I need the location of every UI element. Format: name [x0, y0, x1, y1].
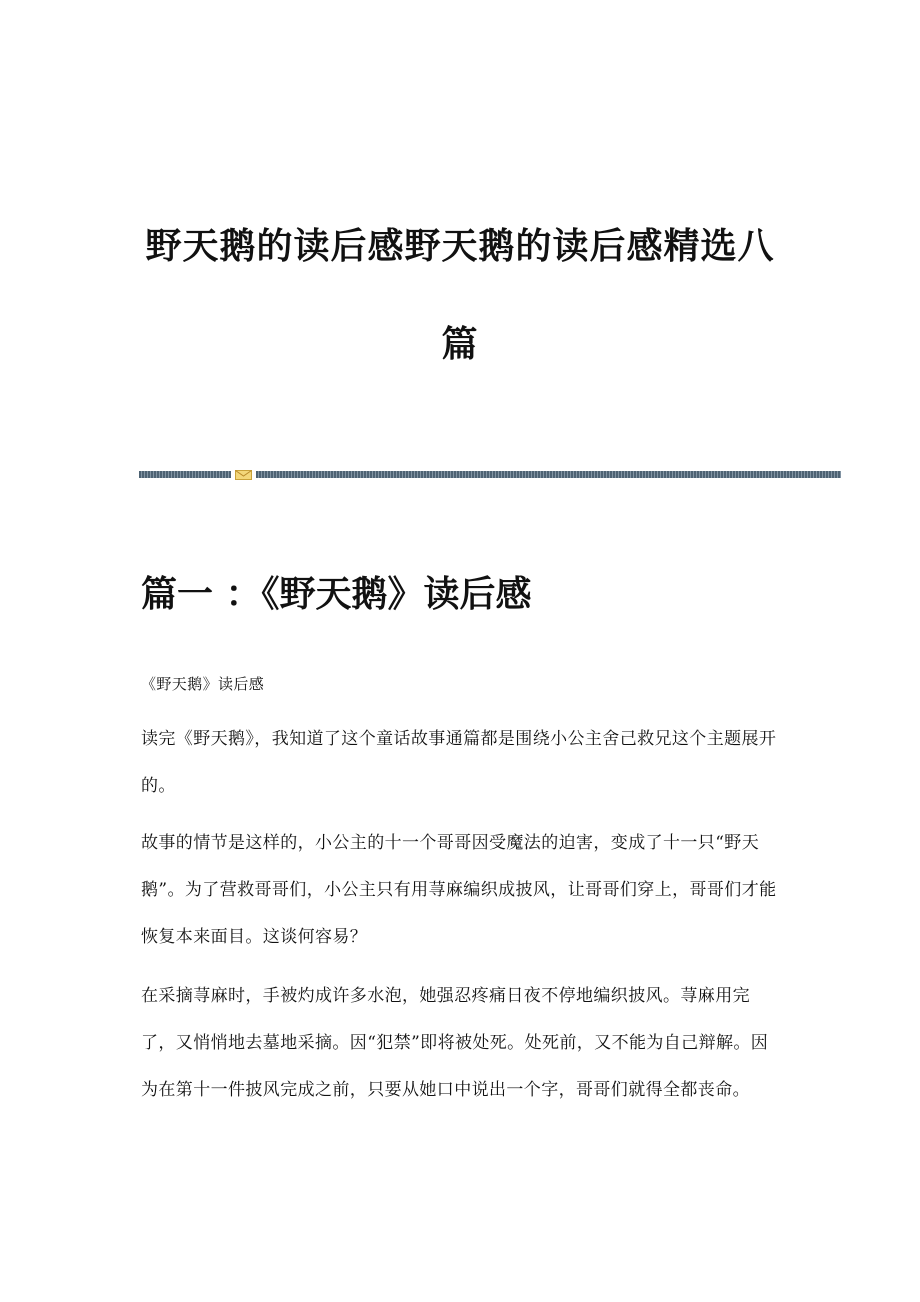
paragraph-3: 在采摘荨麻时，手被灼成许多水泡，她强忍疼痛日夜不停地编织披风。荨麻用完了，又悄悄地去墓地采摘。因“犯禁”即将被处死。处死前，又不能为自己辩解。因为在第十一件披风完成之前，只要从她口中说出一个字，哥哥们就得全都丧命。 — [141, 986, 769, 1100]
paragraph-2: 故事的情节是这样的，小公主的十一个哥哥因受魔法的迫害，变成了十一只“野天鹅”。为了营救哥哥们，小公主只有用荨麻编织成披风，让哥哥们穿上，哥哥们才能恢复本来面目。这谈何容易？ — [141, 833, 777, 947]
document-title: 野天鹅的读后感野天鹅的读后感精选八 — [145, 225, 775, 267]
divider-bar-left — [139, 471, 231, 478]
section-heading: 篇一 ：《野天鹅》读后感 — [141, 573, 532, 615]
envelope-icon — [235, 470, 252, 480]
subtitle-text: 《野天鹅》读后感 — [141, 675, 265, 693]
section-divider — [139, 470, 841, 480]
paragraph-1: 读完《野天鹅》，我知道了这个童话故事通篇都是围绕小公主舍己救兄这个主题展开的。 — [141, 729, 777, 796]
document-title-continued: 篇 — [441, 323, 479, 365]
divider-bar-right — [256, 471, 841, 478]
